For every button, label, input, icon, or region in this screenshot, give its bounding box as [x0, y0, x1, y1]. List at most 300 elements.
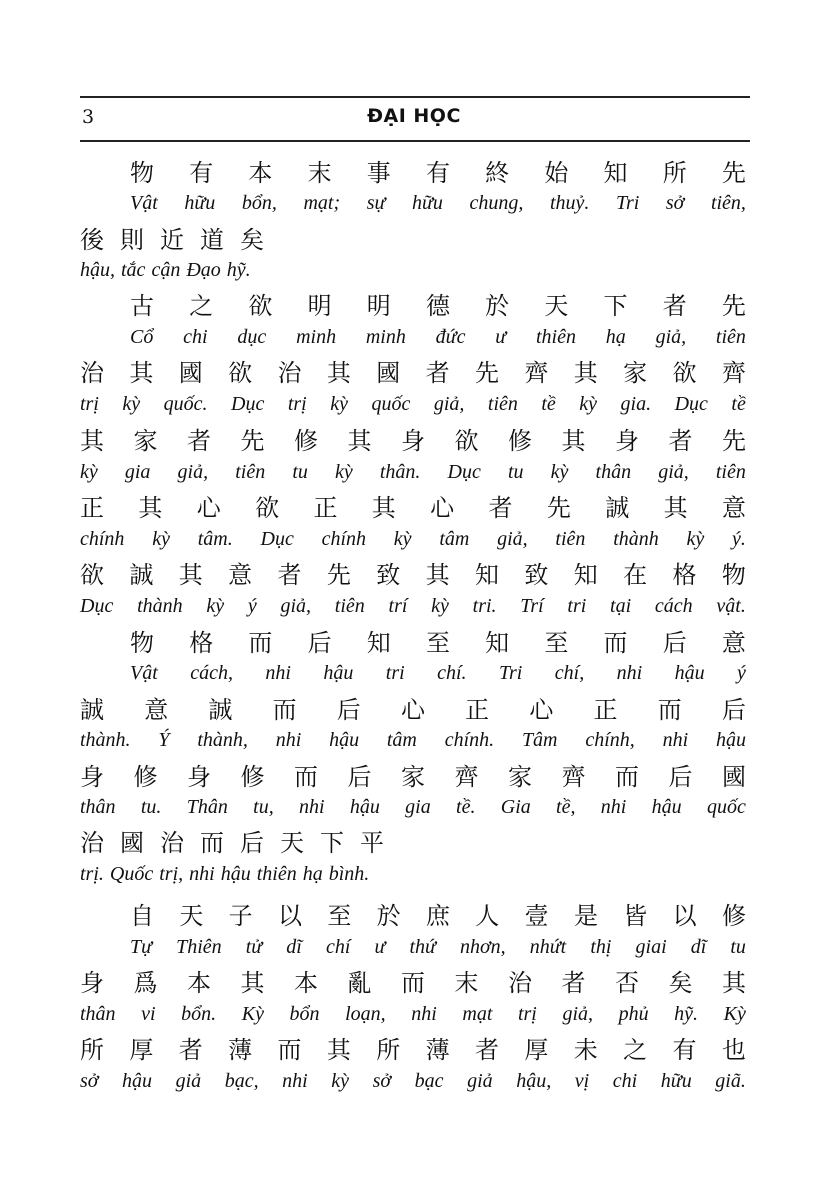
chinese-character: 身: [80, 963, 104, 998]
chinese-character: 未: [573, 1030, 598, 1065]
vietnamese-word: nhi: [616, 662, 643, 684]
vietnamese-word: ý: [247, 595, 257, 617]
vietnamese-word: tiên: [334, 595, 365, 617]
chinese-character: 平: [360, 823, 384, 858]
chinese-character: 人: [475, 896, 500, 931]
vietnamese-word: kỳ: [579, 393, 598, 415]
vietnamese-word: nhi: [662, 729, 689, 751]
chinese-character: 末: [307, 153, 332, 188]
chinese-text-line: [130, 154, 746, 187]
vietnamese-word: tu: [292, 461, 308, 483]
vietnamese-word: hậu,: [516, 1070, 552, 1092]
vietnamese-word: nhi: [299, 796, 325, 818]
vietnamese-word: tiên: [235, 461, 266, 483]
vietnamese-word: tri: [567, 595, 587, 617]
chinese-character: 治: [80, 823, 104, 858]
vietnamese-word: quốc: [706, 796, 746, 818]
chinese-character: 意: [721, 488, 746, 523]
chinese-character: 子: [228, 896, 253, 931]
vietnamese-word: kỳ: [393, 528, 412, 550]
chinese-character: 家: [623, 353, 648, 388]
vietnamese-word: bạc,: [224, 1070, 259, 1092]
chinese-character: 意: [228, 555, 253, 590]
vietnamese-word: giai: [635, 936, 667, 958]
vietnamese-word: Thiên: [176, 936, 222, 958]
chinese-text-line: [80, 964, 746, 997]
vietnamese-word: Dục: [231, 393, 265, 415]
vietnamese-word: Quốc: [109, 863, 154, 885]
vietnamese-word: tề,: [556, 796, 576, 818]
chinese-character: 后: [307, 623, 332, 658]
vietnamese-word: gia.: [620, 393, 652, 415]
vietnamese-reading-line: [80, 590, 746, 623]
chinese-character: 格: [189, 623, 214, 658]
chinese-character: 矣: [668, 963, 693, 998]
vietnamese-word: Kỳ: [723, 1003, 746, 1025]
chinese-character: 天: [179, 896, 204, 931]
chinese-character: 意: [721, 623, 746, 658]
chinese-character: 之: [623, 1030, 648, 1065]
chinese-character: 知: [573, 555, 598, 590]
chinese-text-line: [80, 758, 746, 791]
vietnamese-word: tâm: [386, 729, 417, 751]
chinese-character: 其: [425, 555, 450, 590]
vietnamese-word: hỹ.: [674, 1003, 699, 1025]
vietnamese-word: sở: [80, 1070, 99, 1092]
vietnamese-word: bổn,: [241, 192, 277, 214]
chinese-character: 欲: [248, 286, 273, 321]
chinese-character: 心: [400, 690, 425, 725]
vietnamese-word: kỳ: [331, 1070, 350, 1092]
chinese-character: 先: [546, 488, 571, 523]
vietnamese-word: chính: [321, 528, 367, 550]
chinese-character: 自: [130, 896, 154, 931]
chinese-character: 下: [603, 286, 628, 321]
vietnamese-word: chính,: [585, 729, 635, 751]
vietnamese-word: giã.: [715, 1070, 746, 1092]
chinese-character: 家: [508, 757, 532, 792]
chinese-character: 欲: [454, 421, 479, 456]
vietnamese-reading-line: [80, 998, 746, 1031]
chinese-character: 先: [475, 353, 499, 388]
vietnamese-word: Tri: [498, 662, 523, 684]
chinese-character: 誠: [80, 690, 104, 725]
chinese-character: 德: [425, 286, 450, 321]
chinese-character: 之: [189, 286, 214, 321]
vietnamese-reading-line: [130, 321, 746, 354]
vietnamese-word: giả,: [655, 326, 687, 348]
vietnamese-word: sở: [665, 192, 685, 214]
vietnamese-word: gia: [405, 796, 431, 818]
chinese-character: 近: [160, 220, 184, 255]
vietnamese-word: Dục: [447, 461, 481, 483]
chinese-character: 以: [672, 896, 697, 931]
vietnamese-word: minh: [296, 326, 337, 348]
chinese-character: 物: [721, 555, 746, 590]
vietnamese-reading-line: [80, 724, 746, 757]
vietnamese-word: nhi: [411, 1003, 437, 1025]
chinese-character: 后: [336, 690, 361, 725]
chinese-character: 身: [187, 757, 211, 792]
vietnamese-word: nhơn,: [460, 936, 506, 958]
chinese-character: 者: [668, 421, 693, 456]
vietnamese-word: cách,: [190, 662, 233, 684]
chinese-character: 其: [663, 488, 688, 523]
chinese-character: 知: [475, 555, 499, 590]
chinese-character: 齊: [721, 353, 746, 388]
chinese-character: 而: [200, 823, 224, 858]
vietnamese-word: giả: [467, 1070, 493, 1092]
vietnamese-word: dĩ: [690, 936, 707, 958]
chinese-character: 者: [178, 1030, 203, 1065]
vietnamese-word: thành,: [197, 729, 248, 751]
chinese-character: 至: [544, 623, 569, 658]
vietnamese-word: tiên: [715, 461, 746, 483]
chinese-character: 其: [347, 421, 372, 456]
vietnamese-word: thân: [80, 796, 116, 818]
vietnamese-word: Ý: [158, 729, 170, 751]
vietnamese-word: Gia: [500, 796, 531, 818]
vietnamese-word: nhi: [275, 729, 302, 751]
chinese-character: 而: [603, 623, 628, 658]
chinese-character: 格: [672, 555, 697, 590]
chinese-text-line: [80, 1031, 746, 1064]
chinese-character: 齊: [561, 757, 586, 792]
chinese-character: 其: [240, 963, 265, 998]
vietnamese-word: ư: [374, 936, 386, 958]
chinese-text-line: [130, 287, 746, 320]
chinese-character: 者: [187, 421, 211, 456]
chinese-character: 明: [307, 286, 332, 321]
vietnamese-word: bình.: [328, 863, 370, 885]
vietnamese-word: cách: [654, 595, 693, 617]
vietnamese-word: hạ: [605, 326, 626, 348]
chinese-character: 是: [573, 896, 598, 931]
chinese-character: 末: [454, 963, 479, 998]
vietnamese-word: trị,: [159, 863, 184, 885]
page-title: ĐẠI HỌC: [367, 105, 461, 127]
vietnamese-word: bổn.: [181, 1003, 217, 1025]
chinese-character: 其: [573, 353, 598, 388]
vietnamese-word: hữu: [660, 1070, 692, 1092]
chinese-text-line: [130, 897, 746, 930]
chinese-character: 其: [326, 353, 351, 388]
chinese-character: 本: [187, 963, 211, 998]
chinese-character: 后: [662, 623, 687, 658]
vietnamese-word: Thân: [186, 796, 228, 818]
chinese-character: 薄: [228, 1030, 253, 1065]
vietnamese-word: tâm: [439, 528, 470, 550]
chinese-character: 明: [366, 286, 391, 321]
chinese-character: 齊: [524, 353, 549, 388]
vietnamese-word: kỳ: [152, 528, 170, 550]
vietnamese-word: tại: [610, 595, 632, 617]
chinese-character: 欲: [228, 353, 253, 388]
vietnamese-reading-line: [80, 858, 746, 891]
vietnamese-word: nhi: [265, 662, 291, 684]
chinese-character: 誠: [129, 555, 154, 590]
chinese-character: 有: [672, 1030, 697, 1065]
chinese-character: 至: [327, 896, 352, 931]
chinese-character: 致: [524, 555, 549, 590]
vietnamese-reading-line: [80, 523, 746, 556]
vietnamese-word: giả: [175, 1070, 202, 1092]
chinese-text-line: [80, 824, 746, 857]
vietnamese-word: chí: [325, 936, 351, 958]
chinese-character: 在: [623, 555, 648, 590]
vietnamese-word: chi: [612, 1070, 638, 1092]
chinese-character: 者: [475, 1030, 499, 1065]
vietnamese-word: cận: [151, 259, 181, 281]
vietnamese-reading-line: [80, 254, 746, 287]
chinese-character: 治: [277, 353, 302, 388]
chinese-character: 於: [376, 896, 401, 931]
vietnamese-word: Đạo: [186, 259, 221, 281]
vietnamese-word: tề: [731, 393, 746, 415]
vietnamese-word: nhi: [189, 863, 215, 885]
vietnamese-word: Dục: [674, 393, 708, 415]
chinese-text-line: [80, 221, 746, 254]
chinese-character: 物: [130, 623, 154, 658]
vietnamese-word: kỳ: [80, 461, 98, 483]
vietnamese-word: tu: [507, 461, 524, 483]
chinese-character: 國: [376, 353, 401, 388]
vietnamese-word: thân.: [379, 461, 421, 483]
chinese-text-line: [80, 489, 746, 522]
header-top-rule: [80, 96, 750, 98]
chinese-character: 而: [401, 963, 425, 998]
vietnamese-word: vị: [574, 1070, 590, 1092]
vietnamese-word: kỳ: [686, 528, 705, 550]
chinese-character: 治: [160, 823, 184, 858]
chinese-character: 正: [465, 690, 490, 725]
vietnamese-word: trị: [517, 1003, 537, 1025]
chinese-character: 身: [80, 757, 104, 792]
chinese-character: 身: [401, 421, 425, 456]
vietnamese-word: tiên,: [710, 192, 746, 214]
vietnamese-word: thuỷ.: [549, 192, 590, 214]
vietnamese-word: thứ: [409, 936, 436, 958]
vietnamese-word: ý: [737, 662, 746, 684]
page-number: 3: [82, 106, 95, 128]
chinese-character: 而: [272, 690, 297, 725]
vietnamese-word: chung,: [469, 192, 524, 214]
vietnamese-word: trị.: [80, 863, 104, 885]
chinese-character: 齊: [454, 757, 479, 792]
vietnamese-word: tu,: [253, 796, 274, 818]
vietnamese-word: quốc.: [163, 393, 208, 415]
chinese-character: 所: [80, 1030, 104, 1065]
chinese-character: 庶: [425, 896, 450, 931]
vietnamese-word: chí.: [437, 662, 467, 684]
chinese-character: 者: [662, 286, 687, 321]
vietnamese-word: mạt: [462, 1003, 493, 1025]
vietnamese-word: dĩ: [286, 936, 302, 958]
chinese-character: 后: [240, 823, 264, 858]
vietnamese-word: kỳ: [431, 595, 449, 617]
chinese-character: 其: [561, 421, 586, 456]
chinese-character: 終: [485, 153, 510, 188]
chinese-character: 修: [133, 757, 158, 792]
vietnamese-word: sở: [372, 1070, 392, 1092]
vietnamese-word: kỳ: [330, 393, 348, 415]
vietnamese-reading-line: [80, 1065, 746, 1098]
chinese-character: 先: [721, 286, 746, 321]
vietnamese-word: giả,: [562, 1003, 594, 1025]
chinese-character: 知: [366, 623, 391, 658]
vietnamese-word: hậu,: [80, 259, 115, 281]
vietnamese-word: thành: [613, 528, 659, 550]
chinese-text-line: [80, 556, 746, 589]
chinese-character: 身: [615, 421, 639, 456]
vietnamese-word: tề: [541, 393, 556, 415]
vietnamese-word: hậu: [323, 662, 354, 684]
chinese-character: 心: [430, 488, 455, 523]
chinese-character: 致: [376, 555, 401, 590]
chinese-character: 后: [668, 757, 693, 792]
vietnamese-word: dục: [237, 326, 267, 348]
vietnamese-word: trí: [388, 595, 408, 617]
chinese-character: 先: [722, 421, 746, 456]
chinese-character: 於: [485, 286, 510, 321]
vietnamese-word: vi: [141, 1003, 156, 1025]
vietnamese-word: nhứt: [529, 936, 567, 958]
vietnamese-word: thân: [595, 461, 632, 483]
vietnamese-reading-line: [130, 931, 746, 964]
vietnamese-word: hữu: [411, 192, 443, 214]
chinese-character: 治: [80, 353, 104, 388]
vietnamese-word: Tự: [130, 936, 153, 958]
chinese-character: 國: [178, 353, 203, 388]
vietnamese-reading-line: [80, 456, 746, 489]
chinese-character: 誠: [605, 488, 630, 523]
vietnamese-word: tu: [730, 936, 746, 958]
chinese-character: 本: [294, 963, 318, 998]
vietnamese-word: Tri: [615, 192, 640, 214]
vietnamese-word: tiên: [487, 393, 518, 415]
vietnamese-word: hỹ.: [226, 259, 251, 281]
chinese-character: 以: [277, 896, 302, 931]
chinese-character: 其: [326, 1030, 351, 1065]
vietnamese-word: thiên: [256, 863, 297, 885]
chinese-character: 有: [425, 153, 450, 188]
vietnamese-word: hữu: [184, 192, 216, 214]
chinese-character: 國: [722, 757, 746, 792]
chinese-character: 天: [280, 823, 304, 858]
vietnamese-word: nhi: [282, 1070, 308, 1092]
chinese-character: 後: [80, 220, 104, 255]
chinese-character: 意: [144, 690, 169, 725]
chinese-character: 后: [721, 690, 746, 725]
vietnamese-word: sự: [366, 192, 386, 214]
chinese-character: 下: [320, 823, 344, 858]
vietnamese-word: Dục: [260, 528, 294, 550]
chinese-character: 厚: [524, 1030, 549, 1065]
chinese-character: 天: [544, 286, 569, 321]
chinese-character: 所: [662, 153, 687, 188]
vietnamese-word: kỳ: [550, 461, 569, 483]
chinese-character: 其: [138, 488, 163, 523]
chinese-character: 爲: [133, 963, 158, 998]
chinese-character: 其: [722, 963, 746, 998]
chinese-character: 則: [120, 220, 144, 255]
vietnamese-word: chính: [80, 528, 125, 550]
chinese-character: 正: [593, 690, 618, 725]
chinese-character: 亂: [347, 963, 372, 998]
vietnamese-reading-line: [80, 388, 746, 421]
vietnamese-word: Vật: [130, 192, 158, 214]
chinese-character: 修: [240, 757, 265, 792]
chinese-character: 有: [189, 153, 214, 188]
chinese-character: 者: [277, 555, 302, 590]
vietnamese-word: ý.: [732, 528, 746, 550]
vietnamese-word: Dục: [80, 595, 114, 617]
chinese-character: 而: [657, 690, 682, 725]
vietnamese-word: tiên: [555, 528, 586, 550]
vietnamese-word: kỳ: [335, 461, 353, 483]
vietnamese-word: chi: [183, 326, 208, 348]
vietnamese-reading-line: [130, 657, 746, 690]
vietnamese-word: hậu: [715, 729, 746, 751]
vietnamese-word: mạt;: [303, 192, 341, 214]
vietnamese-word: loạn,: [345, 1003, 386, 1025]
chinese-character: 先: [721, 153, 746, 188]
vietnamese-word: tu.: [140, 796, 162, 818]
chinese-character: 而: [248, 623, 273, 658]
chinese-character: 也: [721, 1030, 746, 1065]
chinese-character: 先: [240, 421, 265, 456]
chinese-text-line: [80, 422, 746, 455]
chinese-character: 本: [248, 153, 273, 188]
vietnamese-word: thành.: [80, 729, 131, 751]
vietnamese-word: tâm.: [197, 528, 233, 550]
vietnamese-word: bổn: [289, 1003, 320, 1025]
vietnamese-reading-line: [80, 791, 746, 824]
chinese-character: 家: [133, 421, 158, 456]
vietnamese-word: hậu: [329, 729, 360, 751]
vietnamese-word: bạc: [414, 1070, 444, 1092]
vietnamese-word: ư: [495, 326, 507, 348]
chinese-character: 而: [615, 757, 639, 792]
chinese-character: 治: [508, 963, 532, 998]
chinese-character: 而: [277, 1030, 302, 1065]
vietnamese-word: tri.: [472, 595, 497, 617]
chinese-character: 物: [130, 153, 154, 188]
chinese-text-line: [80, 354, 746, 387]
vietnamese-word: hậu: [651, 796, 682, 818]
vietnamese-word: chính.: [444, 729, 495, 751]
chinese-text-line: [80, 691, 746, 724]
chinese-character: 者: [425, 353, 450, 388]
header-bottom-rule: [80, 140, 750, 142]
chinese-character: 家: [401, 757, 425, 792]
vietnamese-word: vật.: [716, 595, 746, 617]
vietnamese-word: hạ: [302, 863, 323, 885]
chinese-character: 修: [294, 421, 318, 456]
chinese-character: 古: [130, 286, 154, 321]
chinese-character: 薄: [425, 1030, 450, 1065]
vietnamese-word: tắc: [121, 259, 146, 281]
chinese-character: 欲: [255, 488, 280, 523]
chinese-character: 而: [294, 757, 318, 792]
chinese-text-line: [130, 624, 746, 657]
chinese-character: 其: [80, 421, 104, 456]
chinese-character: 至: [425, 623, 450, 658]
chinese-character: 者: [561, 963, 586, 998]
chinese-character: 正: [80, 488, 104, 523]
chinese-character: 事: [366, 153, 391, 188]
chinese-character: 知: [603, 153, 628, 188]
